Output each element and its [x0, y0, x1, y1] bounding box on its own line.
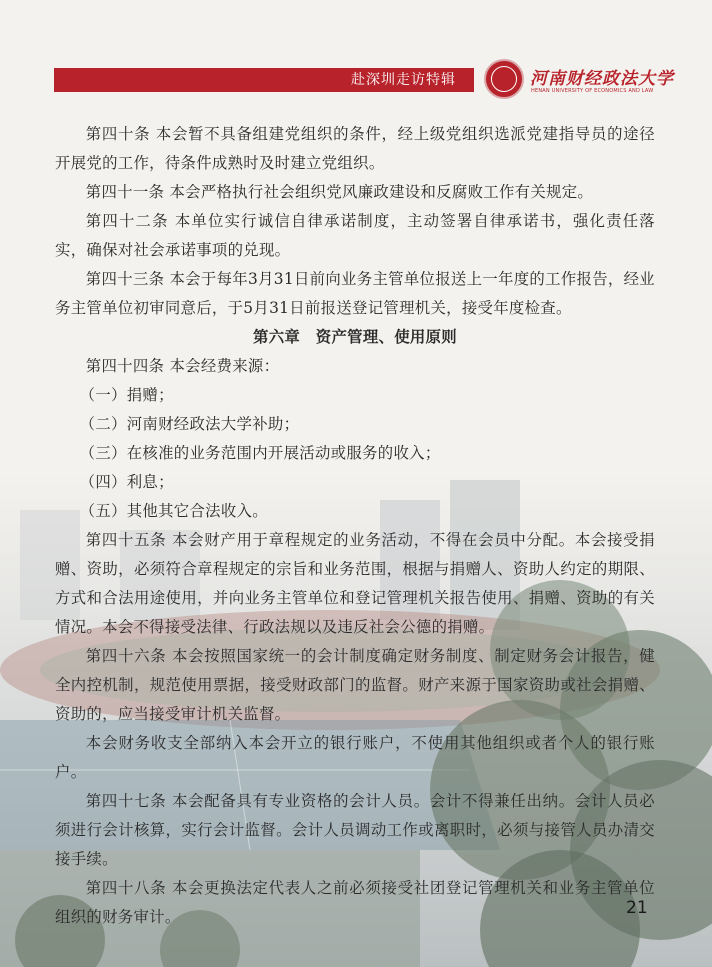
funding-item: （二）河南财经政法大学补助； — [79, 415, 300, 433]
seal-inner-ring — [491, 66, 517, 92]
article-46: 第四十六条 本会按照国家统一的会计制度确定财务制度、制定财务会计报告，健全内控机制，规范使用票据，接受财政部门的监督。财产来源于国家资助或社会捐赠、资助的，应当接受审计机关监督。 — [55, 647, 655, 723]
chapter-heading: 第六章 资产管理、使用原则 — [253, 328, 457, 346]
university-seal-logo — [484, 59, 524, 99]
header-bar — [54, 68, 474, 92]
bank-account-paragraph: 本会财务收支全部纳入本会开立的银行账户，不使用其他组织或者个人的银行账户。 — [55, 734, 655, 781]
article-47: 第四十七条 本会配备具有专业资格的会计人员。会计不得兼任出纳。会计人员必须进行会计核算，实行会计监督。会计人员调动工作或离职时，必须与接管人员办清交接手续。 — [55, 792, 655, 868]
article-42: 第四十二条 本单位实行诚信自律承诺制度，主动签署自律承诺书，强化责任落实，确保对社会承诺事项的兑现。 — [55, 212, 655, 259]
funding-item: （四）利息； — [79, 473, 174, 491]
article-40: 第四十条 本会暂不具备组建党组织的条件，经上级党组织选派党建指导员的途径开展党的工作，待条件成熟时及时建立党组织。 — [55, 125, 655, 172]
page-number: 21 — [626, 898, 648, 918]
article-41: 第四十一条 本会严格执行社会组织党风廉政建设和反腐败工作有关规定。 — [85, 183, 594, 201]
funding-item: （五）其他其它合法收入。 — [79, 502, 268, 520]
article-45: 第四十五条 本会财产用于章程规定的业务活动，不得在会员中分配。本会接受捐赠、资助，必须符合章程规定的宗旨和业务范围，根据与捐赠人、资助人约定的期限、方式和合法用途使用，并向业务主管单位和登记管理机关报告使用、捐赠、资助的有关情况。本会不得接受法律、行政法规以及违反社会公德的捐赠。 — [55, 531, 655, 636]
article-44-intro: 第四十四条 本会经费来源： — [85, 357, 280, 375]
article-43: 第四十三条 本会于每年3月31日前向业务主管单位报送上一年度的工作报告，经业务主管单位初审同意后，于5月31日前报送登记管理机关，接受年度检查。 — [55, 270, 655, 317]
university-name-logo: 河南财经政法大学 — [530, 69, 674, 89]
section-title: 赴深圳走访特辑 — [351, 72, 456, 88]
funding-item: （一）捐赠； — [79, 386, 174, 404]
university-name-english: HENAN UNIVERSITY OF ECONOMICS AND LAW — [531, 88, 654, 94]
article-body — [55, 120, 655, 932]
funding-item: （三）在核准的业务范围内开展活动或服务的收入； — [79, 444, 441, 462]
article-48: 第四十八条 本会更换法定代表人之前必须接受社团登记管理机关和业务主管单位组织的财务审计。 — [55, 879, 655, 926]
